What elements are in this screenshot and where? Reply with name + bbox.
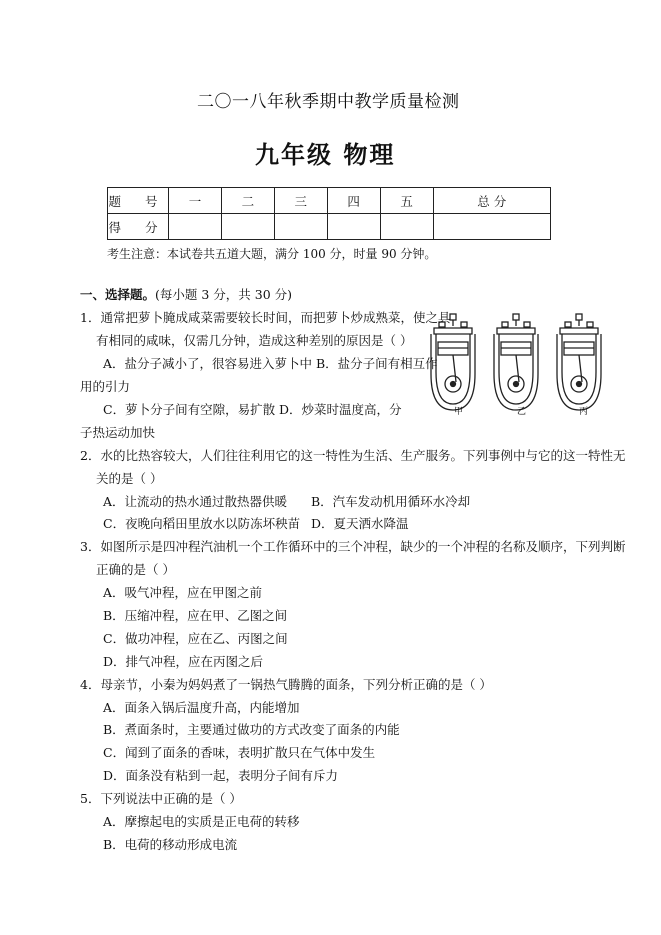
score-cell[interactable] — [221, 214, 274, 240]
question-4-option: D．面条没有粘到一起，表明分子间有斥力 — [103, 768, 339, 783]
score-cell[interactable] — [433, 214, 550, 240]
score-table-row-label: 得 分 — [108, 214, 169, 240]
question-3-option: D．排气冲程，应在丙图之后 — [103, 654, 264, 669]
question-4-option: C．闻到了面条的香味，表明扩散只在气体中发生 — [103, 745, 376, 760]
question-1-stem: 1．通常把萝卜腌成咸菜需要较长时间，而把萝卜炒成熟菜，使之具 — [80, 310, 451, 325]
score-table — [107, 187, 551, 240]
score-table-header-row — [108, 188, 551, 214]
question-2-option: D．夏天洒水降温 — [311, 516, 409, 531]
question-4-option: A．面条入锅后温度升高，内能增加 — [103, 700, 300, 715]
question-2-stem: 关的是（ ） — [96, 471, 163, 486]
question-2-option: C．夜晚向稻田里放水以防冻坏秧苗 — [103, 516, 301, 531]
question-1-option: 子热运动加快 — [80, 425, 156, 440]
score-cell[interactable] — [327, 214, 380, 240]
question-1-option: 用的引力 — [80, 379, 131, 394]
exam-notice: 考生注意：本试卷共五道大题，满分 100 分，时量 90 分钟。 — [107, 247, 437, 261]
score-table-col: 四 — [327, 188, 380, 214]
question-5-stem: 5．下列说法中正确的是（ ） — [80, 791, 242, 806]
score-table-col: 二 — [221, 188, 274, 214]
question-2-option: B．汽车发动机用循环水冷却 — [311, 494, 471, 509]
section-heading — [80, 287, 292, 303]
figure-label-bing: 丙 — [579, 407, 589, 417]
question-4-stem: 4．母亲节，小秦为妈妈煮了一锅热气腾腾的面条，下列分析正确的是（ ） — [80, 677, 492, 692]
score-cell[interactable] — [274, 214, 327, 240]
question-1-option: A．盐分子减小了，很容易进入萝卜中 B．盐分子间有相互作 — [103, 356, 438, 371]
question-3-option: A．吸气冲程，应在甲图之前 — [103, 585, 263, 600]
section-title: 一、选择题。 — [80, 287, 156, 302]
exam-title: 二〇一八年秋季期中教学质量检测 — [197, 92, 460, 112]
figure-label-yi: 乙 — [517, 407, 527, 417]
question-2-option: A．让流动的热水通过散热器供暖 — [103, 494, 288, 509]
question-2-stem: 2．水的比热容较大，人们往往利用它的这一特性为生活、生产服务。下列事例中与它的这一特性无 — [80, 448, 626, 463]
question-3-option: C．做功冲程，应在乙、丙图之间 — [103, 631, 288, 646]
question-3-option: B．压缩冲程，应在甲、乙图之间 — [103, 608, 288, 623]
question-4-option: B．煮面条时，主要通过做功的方式改变了面条的内能 — [103, 722, 400, 737]
figure-label-jia: 甲 — [454, 407, 464, 417]
score-table-score-row — [108, 214, 551, 240]
question-3-stem: 3．如图所示是四冲程汽油机一个工作循环中的三个冲程，缺少的一个冲程的名称及顺序，下列判断 — [80, 539, 626, 554]
score-cell[interactable] — [169, 214, 222, 240]
score-table-col: 五 — [380, 188, 433, 214]
question-5-option: A．摩擦起电的实质是正电荷的转移 — [103, 814, 300, 829]
exam-subtitle: 九年级 物理 — [255, 140, 396, 169]
question-1-stem: 有相同的咸味，仅需几分钟，造成这种差别的原因是（ ） — [96, 333, 413, 348]
question-5-option: B．电荷的移动形成电流 — [103, 837, 238, 852]
score-table-col: 一 — [169, 188, 222, 214]
score-table-col: 总 分 — [433, 188, 550, 214]
question-3-stem: 正确的是（ ） — [96, 562, 175, 577]
score-cell[interactable] — [380, 214, 433, 240]
score-table-row-label: 题 号 — [108, 188, 169, 214]
section-note: (每小题 3 分，共 30 分) — [155, 287, 293, 302]
score-table-col: 三 — [274, 188, 327, 214]
question-1-option: C．萝卜分子间有空隙，易扩散 D．炒菜时温度高，分 — [103, 402, 402, 417]
